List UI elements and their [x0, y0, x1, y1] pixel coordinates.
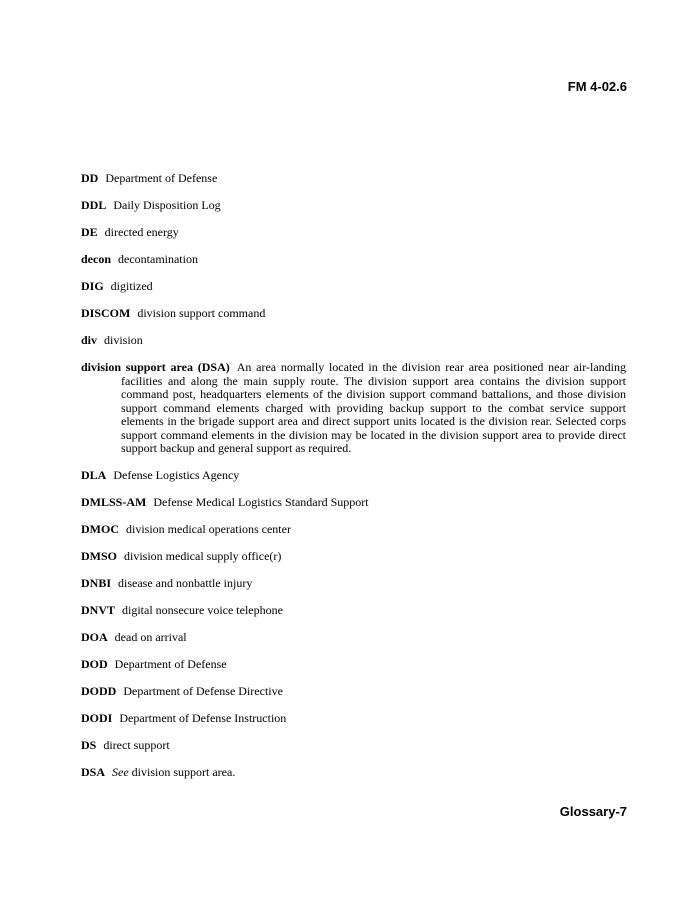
page-footer: Glossary-7 [559, 804, 627, 819]
glossary-definition: Defense Logistics Agency [113, 468, 240, 482]
glossary-definition: division medical operations center [126, 522, 291, 536]
glossary-definition: digital nonsecure voice telephone [122, 603, 283, 617]
glossary-entry [81, 496, 626, 510]
glossary-entry [81, 712, 626, 726]
glossary-definition: Defense Medical Logistics Standard Support [153, 495, 369, 509]
glossary-entry [81, 253, 626, 267]
glossary-entry [81, 307, 626, 321]
glossary-term: decon [81, 252, 111, 266]
glossary-definition: Daily Disposition Log [113, 198, 221, 212]
glossary-entry [81, 739, 626, 753]
glossary-definition: directed energy [104, 225, 179, 239]
glossary-definition: dead on arrival [114, 630, 187, 644]
glossary-definition: division support command [137, 306, 266, 320]
glossary-definition: An area normally located in the division rear area positioned near air-landing facilities and along the main supply route. The division support area contains the division support command post, headquarters elements of the division support command battalions, and those division support command elements charged with providing backup support to the combat service support elements in the brigade support area and direct support units located is the division rear. Selected corps support command elements in the division may be located in the division support area to provide direct support backup and general support as required. [121, 360, 626, 455]
glossary-definition: division [104, 333, 143, 347]
glossary-list [81, 172, 626, 793]
glossary-term: DDL [81, 198, 107, 212]
glossary-term: DNVT [81, 603, 116, 617]
glossary-entry [81, 172, 626, 186]
glossary-definition: Department of Defense Directive [123, 684, 283, 698]
see-reference: See [112, 765, 129, 779]
glossary-entry [81, 226, 626, 240]
glossary-term: DISCOM [81, 306, 131, 320]
glossary-definition: digitized [110, 279, 153, 293]
glossary-term: DS [81, 738, 97, 752]
glossary-entry [81, 523, 626, 537]
glossary-definition: division support area. [131, 765, 236, 779]
glossary-term: DOA [81, 630, 108, 644]
glossary-term: DIG [81, 279, 104, 293]
glossary-term: DSA [81, 765, 106, 779]
glossary-entry [81, 766, 626, 780]
glossary-definition: Department of Defense Instruction [119, 711, 287, 725]
glossary-term: div [81, 333, 98, 347]
glossary-term: DLA [81, 468, 107, 482]
glossary-definition: Department of Defense [105, 171, 218, 185]
page-header: FM 4-02.6 [567, 79, 627, 94]
glossary-term: DD [81, 171, 99, 185]
glossary-entry [81, 631, 626, 645]
glossary-entry [81, 469, 626, 483]
glossary-definition: division medical supply office(r) [124, 549, 282, 563]
glossary-term: DMSO [81, 549, 117, 563]
glossary-term: DOD [81, 657, 108, 671]
glossary-definition: disease and nonbattle injury [118, 576, 253, 590]
glossary-term: DNBI [81, 576, 112, 590]
glossary-entry [81, 334, 626, 348]
glossary-entry [81, 550, 626, 564]
glossary-entry [81, 658, 626, 672]
glossary-term: DMLSS-AM [81, 495, 147, 509]
glossary-definition: Department of Defense [114, 657, 227, 671]
glossary-entry [81, 280, 626, 294]
glossary-entry [81, 361, 626, 456]
glossary-entry [81, 577, 626, 591]
glossary-term: DMOC [81, 522, 119, 536]
glossary-entry [81, 604, 626, 618]
glossary-definition: decontamination [118, 252, 198, 266]
glossary-term: DE [81, 225, 98, 239]
glossary-term: DODD [81, 684, 117, 698]
glossary-entry [81, 685, 626, 699]
glossary-entry [81, 199, 626, 213]
glossary-term: division support area (DSA) [81, 360, 230, 374]
glossary-term: DODI [81, 711, 113, 725]
glossary-definition: direct support [103, 738, 170, 752]
